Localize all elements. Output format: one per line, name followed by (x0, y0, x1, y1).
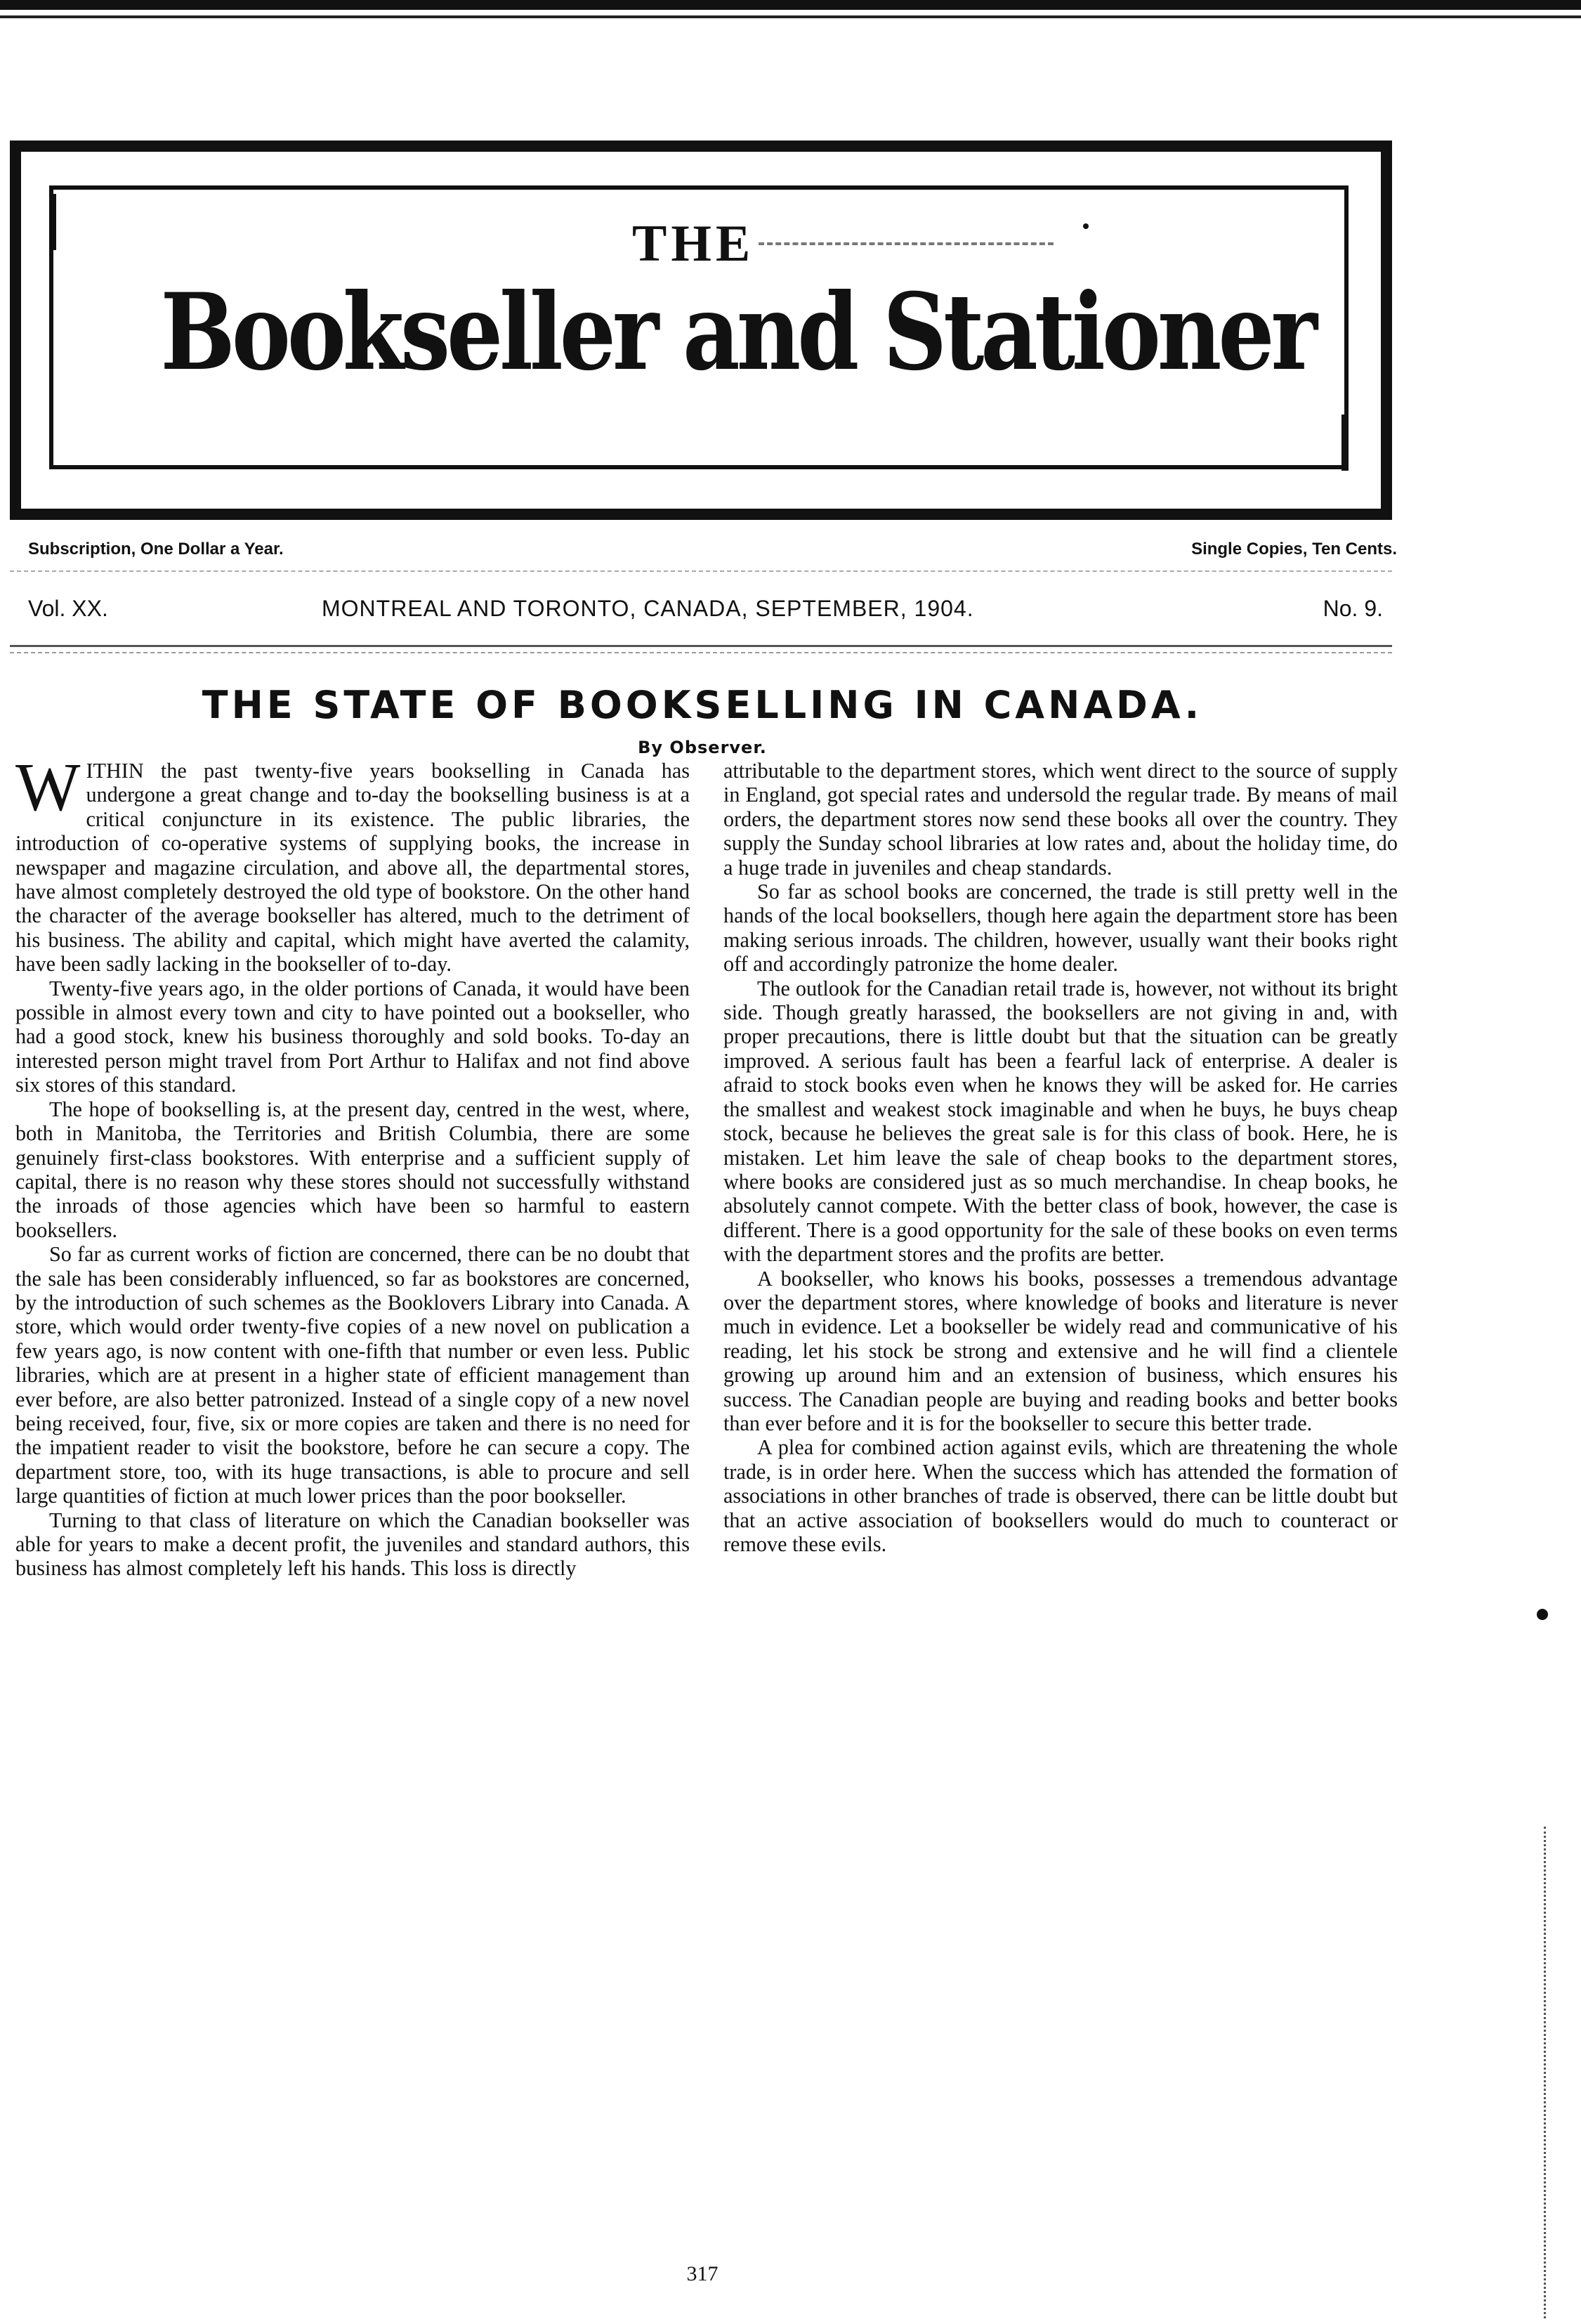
first-paragraph-text: ITHIN the past twenty-five years bookselling in Canada has undergone a great change and to-day the bookselling business is at a critical conjuncture in its existence. The public libraries, the introduction of co-operative systems of supplying books, the increase in newspaper and magazine circulation, and above all, the departmental stores, have almost completely destroyed the old type of bookstore. On the other hand the character of the average bookseller has altered, much to the detriment of his business. The ability and capital, which might have averted the calamity, have been sadly lacking in the bookseller of to-day. (15, 759, 690, 977)
article-paragraph (15, 759, 690, 977)
top-border-rule (0, 0, 1581, 10)
article-paragraph-continued: attributable to the department stores, which went direct to the source of supply in England, got special rates and undersold the regular trade. By means of mail orders, the department stores now send these books all over the country. They supply the Sunday school libraries at low rates and, about the holiday time, do a huge trade in juveniles and cheap standards. (723, 759, 1398, 880)
header-divider-bottom-dashed (10, 652, 1392, 653)
binding-edge-strip (1544, 1827, 1547, 2318)
subscription-price: Subscription, One Dollar a Year. (28, 540, 284, 559)
article-column-left (15, 759, 690, 2220)
article-paragraph: Twenty-five years ago, in the older portions of Canada, it would have been possible in almost every town and city to have pointed out a bookseller, who had a good stock, knew his business thoroughly and sold books. To-day an interested person might travel from Port Arthur to Halifax and not find above six stores of this standard. (15, 976, 690, 1097)
dateline: MONTREAL AND TORONTO, CANADA, SEPTEMBER, 1904. (322, 596, 974, 621)
article-paragraph: Turning to that class of literature on which the Canadian bookseller was able for years to make a decent profit, the juveniles and standard authors, this business has almost completely left his hands. This loss is directly (15, 1508, 690, 1581)
header-divider-top (10, 570, 1392, 572)
article-paragraph: The outlook for the Canadian retail trade is, however, not without its bright side. Though greatly harassed, the booksellers are not giving in and, with proper precautions, there is little doubt but that the situation can be greatly improved. A serious fault has been a fearful lack of enterprise. A dealer is afraid to stock books even when he knows they will be asked for. He carries the smallest and weakest stock imaginable and when he buys, he buys cheap stock, because he believes the great sale is for this class of book. Here, he is mistaken. Let him leave the sale of cheap books to the department stores, where books are considered just as so much merchandise. In cheap books, he absolutely cannot compete. With the better class of book, however, the case is different. There is a good opportunity for the sale of these books on even terms with the department stores and the profits are better. (723, 976, 1398, 1267)
top-border-thin-rule (0, 15, 1581, 18)
article-paragraph: So far as school books are concerned, the trade is still pretty well in the hands of the local booksellers, though here again the department store has been making serious inroads. The children, however, usually want their books right off and accordingly patronize the home dealer. (723, 880, 1398, 977)
article-paragraph: The hope of bookselling is, at the present day, centred in the west, where, both in Manitoba, the Territories and British Columbia, there are some genuinely first-class bookstores. With enterprise and a sufficient supply of capital, there is no reason why these stores should not successfully withstand the inroads of those agencies which have been so harmful to eastern booksellers. (15, 1097, 690, 1242)
article-headline: THE STATE OF BOOKSELLING IN CANADA. (202, 683, 1203, 727)
issue-number: No. 9. (1323, 596, 1383, 621)
single-copy-price: Single Copies, Ten Cents. (1191, 540, 1397, 559)
article-paragraph: So far as current works of fiction are concerned, there can be no doubt that the sale has been considerably influenced, so far as bookstores are concerned, by the introduction of such schemes as the Booklovers Library into Canada. A store, which would order twenty-five copies of a new novel on publication a few years ago, is now content with one-fifth that number or even less. Public libraries, which are at present in a higher state of efficient management than ever before, are also better patronized. Instead of a single copy of a new novel being received, four, five, six or more copies are taken and there is no need for the impatient reader to visit the bookstore, before he can secure a copy. The department store, too, with its huge transactions, is able to procure and sell large quantities of fiction at much lower prices than the poor bookseller. (15, 1242, 690, 1508)
margin-dot-mark (1537, 1609, 1548, 1620)
masthead-corner-bar-right (1341, 414, 1349, 471)
masthead-title: Bookseller and Stationer (160, 270, 1314, 394)
masthead-the: THE (632, 215, 755, 273)
article-paragraph: A bookseller, who knows his books, possesses a tremendous advantage over the department stores, where knowledge of books and literature is never much in evidence. Let a bookseller be widely read and communicative of his reading, let his stock be strong and extensive and he will find a clientele growing up around him and an extension of business, which ensures his success. The Canadian people are buying and reading books and better books than ever before and it is for the bookseller to secure this better trade. (723, 1266, 1398, 1435)
volume-number: Vol. XX. (28, 596, 108, 621)
article-paragraph: A plea for combined action against evils, which are threatening the whole trade, is in order here. When the success which has attended the formation of associations in other branches of trade is observed, there can be little doubt but that an active association of booksellers would do much to counteract or remove these evils. (723, 1435, 1398, 1556)
page-number: 317 (686, 2262, 719, 2285)
drop-cap: W (15, 759, 81, 825)
masthead-corner-bar-left (49, 194, 56, 250)
article-byline: By Observer. (638, 738, 767, 757)
header-divider-bottom (10, 645, 1392, 647)
masthead-dash-ornament (759, 242, 1054, 245)
article-column-right (723, 759, 1398, 2220)
masthead-dot-ornament (1083, 223, 1089, 229)
